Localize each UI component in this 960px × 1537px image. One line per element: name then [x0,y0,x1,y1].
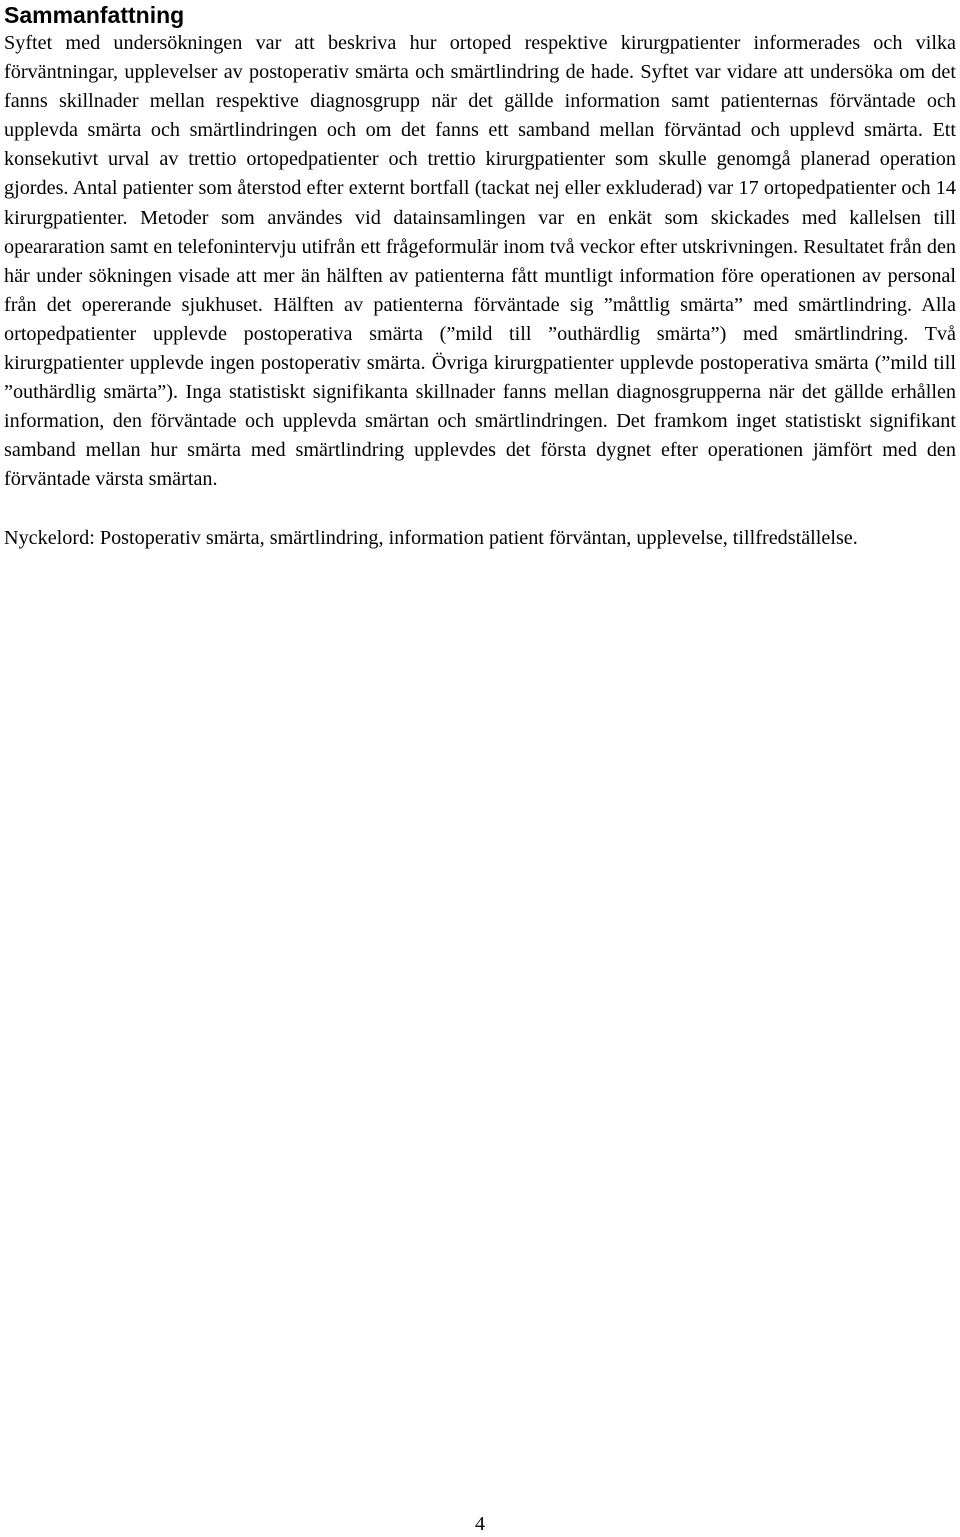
summary-paragraph: Syftet med undersökningen var att beskriva hur ortoped respektive kirurgpatienter informerades och vilka förväntningar, upplevelser av postoperativ smärta och smärtlindring de hade. Syftet var vidare att undersöka om det fanns skillnader mellan respektive diagnosgrupp när det gällde information samt patienternas förväntade och upplevda smärta och smärtlindringen och om det fanns ett samband mellan förväntad och upplevd smärta. Ett konsekutivt urval av trettio ortopedpatienter och trettio kirurgpatienter som skulle genomgå planerad operation gjordes. Antal patienter som återstod efter externt bortfall (tackat nej eller exkluderad) var 17 ortopedpatienter och 14 kirurgpatienter. Metoder som användes vid datainsamlingen var en enkät som skickades med kallelsen till opeararation samt en telefonintervju utifrån ett frågeformulär inom två veckor efter utskrivningen. Resultatet från den här under sökningen visade att mer än hälften av patienterna fått muntligt information före operationen av personal från det opererande sjukhuset. Hälften av patienterna förväntade sig ”måttlig smärta” med smärtlindring. Alla ortopedpatienter upplevde postoperativa smärta (”mild till ”outhärdlig smärta”) med smärtlindring. Två kirurgpatienter upplevde ingen postoperativ smärta. Övriga kirurgpatienter upplevde postoperativa smärta (”mild till ”outhärdlig smärta”). Inga statistiskt signifikanta skillnader fanns mellan diagnosgrupperna när det gällde erhållen information, den förväntade och upplevda smärtan och smärtlindringen. Det framkom inget statistiskt signifikant samband mellan hur smärta med smärtlindring upplevdes det första dygnet efter operationen jämfört med den förväntade värsta smärtan. [4,32,956,491]
page-number: 4 [475,1513,485,1535]
section-heading: Sammanfattning [4,2,185,28]
document-page [4,0,956,553]
keywords-paragraph: Nyckelord: Postoperativ smärta, smärtlindring, information patient förväntan, upplevelse, tillfredställelse. [4,526,858,549]
